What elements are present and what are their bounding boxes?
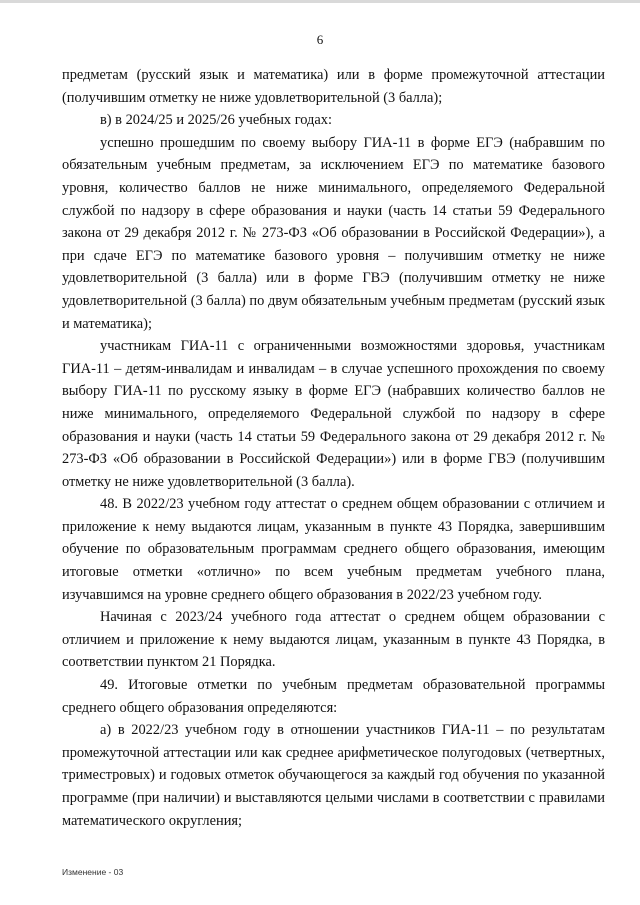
- paragraph-ege-passed: успешно прошедшим по своему выбору ГИА-11 в форме ЕГЭ (набравшим по обязательным учебным предметам, за исключением ЕГЭ по математике базового уровня, количество баллов не ниже минимального, определяемого Федеральной службой по надзору в сфере образования и науки (часть 14 статьи 59 Федерального закона от 29 декабря 2012 г. № 273-ФЗ «Об образовании в Российской Федерации»), а при сдаче ЕГЭ по математике базового уровня – получившим отметку не ниже удовлетворительной (3 балла) или в форме ГВЭ (получившим отметку не ниже удовлетворительной (3 балла) по двум обязательным учебным предметам (русский язык и математика);: [62, 134, 605, 332]
- paragraph-item-49: 49. Итоговые отметки по учебным предметам образовательной программы среднего общего образования определяются:: [62, 677, 605, 716]
- page-number: 6: [316, 32, 324, 47]
- paragraph-continuation: предметам (русский язык и математика) или в форме промежуточной аттестации (получившим отметку не ниже удовлетворительной (3 балла);: [62, 67, 605, 106]
- footer-revision: Изменение - 03: [62, 867, 124, 877]
- page-top-edge: [0, 0, 640, 3]
- paragraph-disabled-participants: участникам ГИА-11 с ограниченными возможностями здоровья, участникам ГИА-11 – детям-инвалидам и инвалидам – в случае успешного прохождения по своему выбору ГИА-11 по русскому языку в форме ЕГЭ (набравших количество баллов не ниже минимального, определяемого Федеральной службой по надзору в сфере образования и науки (часть 14 статьи 59 Федерального закона от 29 декабря 2012 г. № 273-ФЗ «Об образовании в Российской Федерации») или в форме ГВЭ (получившим отметку не ниже удовлетворительной (3 балла).: [62, 338, 605, 490]
- paragraph-item-48: 48. В 2022/23 учебном году аттестат о среднем общем образовании с отличием и приложение к нему выдаются лицам, указанным в пункте 43 Порядка, завершившим обучение по образовательным программам среднего общего образования, имеющим итоговые отметки «отлично» по всем учебным предметам учебного плана, изучавшимся на уровне среднего общего образования в 2022/23 учебном году.: [62, 496, 605, 603]
- paragraph-from-2023-24: Начиная с 2023/24 учебного года аттестат о среднем общем образовании с отличием и приложение к нему выдаются лицам, указанным в пункте 43 Порядка, в соответствии пунктом 21 Порядка.: [62, 609, 605, 671]
- paragraph-clause-a: а) в 2022/23 учебном году в отношении участников ГИА-11 – по результатам промежуточной аттестации или как среднее арифметическое полугодовых (четвертных, триместровых) и годовых отметок обучающегося за каждый год обучения по указанной программе (при наличии) и выставляются целыми числами в соответствии с правилами математического округления;: [62, 722, 605, 829]
- paragraph-clause-v: в) в 2024/25 и 2025/26 учебных годах:: [100, 112, 332, 129]
- document-body: [62, 64, 605, 832]
